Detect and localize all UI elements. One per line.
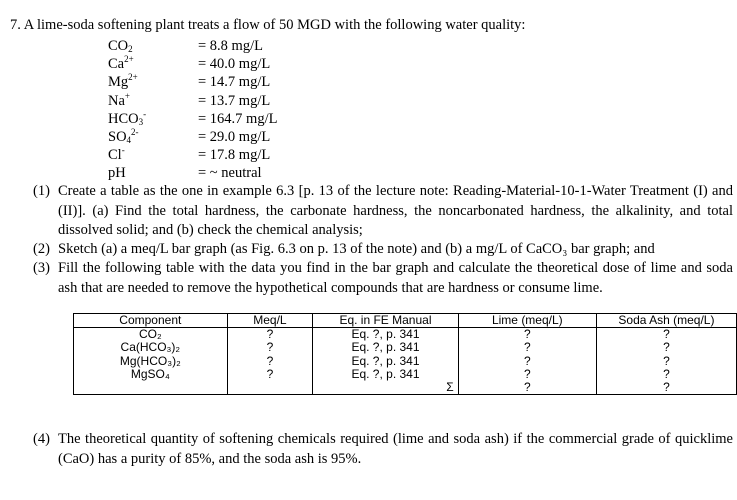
parameter-name: Na+ — [108, 90, 130, 109]
table-cell: ? — [227, 328, 313, 342]
column-header: Component — [74, 314, 228, 328]
item-text: Sketch (a) a meq/L bar graph (as Fig. 6.3 on p. 13 of the note) and (b) a mg/L of CaCO₃ bar graph; and — [58, 241, 655, 257]
column-header: Meq/L — [227, 314, 313, 328]
parameter-value: = ~ neutral — [198, 165, 262, 182]
parameter-value: = 40.0 mg/L — [198, 56, 271, 73]
parameter-value: = 29.0 mg/L — [198, 128, 271, 145]
table-cell: Eq. ?, p. 341 — [313, 341, 458, 354]
table-cell: ? — [596, 355, 736, 368]
column-header: Soda Ash (meq/L) — [596, 314, 736, 328]
table-cell: ? — [596, 328, 736, 342]
column-header: Lime (meq/L) — [458, 314, 596, 328]
item-text: Create a table as the one in example 6.3 [p. 13 of the lecture note: Reading-Material-10-1-Water Treatment (I) and (II)]. (a) Find the total hardness, the carbonate hardness, the noncarbonated hardness, the alkalinity, and total dissolved solid; and (b) check the chemical analysis; — [58, 183, 733, 238]
parameter-value: = 13.7 mg/L — [198, 92, 271, 109]
table-cell: ? — [458, 381, 596, 395]
sum-symbol: Σ — [313, 381, 458, 395]
table-row — [74, 355, 737, 368]
parameter-name: $Mg^{2+}$ — [108, 72, 138, 91]
table-cell — [74, 381, 228, 395]
parameter-name: Cl- — [108, 145, 125, 164]
table-cell: ? — [458, 368, 596, 381]
table-cell: ? — [458, 341, 596, 354]
problem-title: 7. A lime-soda softening plant treats a flow of 50 MGD with the following water quality: — [10, 17, 526, 33]
item-number: (2) — [33, 241, 50, 257]
table-cell: ? — [596, 381, 736, 395]
question-item-3 — [33, 259, 733, 298]
parameter-value: = 17.8 mg/L — [198, 147, 271, 164]
lime-soda-table — [73, 313, 737, 395]
table-header-row — [74, 314, 737, 328]
table-cell: ? — [227, 341, 313, 354]
table-cell: MgSO₄ — [74, 368, 228, 381]
table-row — [74, 341, 737, 354]
parameter-value: = 164.7 mg/L — [198, 110, 278, 127]
table-cell: Mg(HCO₃)₂ — [74, 355, 228, 368]
table-cell: Ca(HCO₃)₂ — [74, 341, 228, 354]
question-item-4 — [33, 430, 733, 469]
table-cell: Eq. ?, p. 341 — [313, 328, 458, 342]
question-item-1 — [33, 182, 733, 241]
item-text: Fill the following table with the data you find in the bar graph and calculate the theoretical dose of lime and soda ash that are needed to remove the hypothetical compounds that are hardness or consume lime. — [58, 260, 733, 296]
table-row — [74, 368, 737, 381]
table-cell: Eq. ?, p. 341 — [313, 355, 458, 368]
table-row — [74, 328, 737, 342]
parameter-value: = 14.7 mg/L — [198, 74, 271, 91]
parameter-name: $CO_2$ — [108, 38, 133, 54]
item-number: (1) — [33, 183, 50, 199]
column-header: Eq. in FE Manual — [313, 314, 458, 328]
table-sum-row — [74, 381, 737, 395]
item-number: (4) — [33, 431, 50, 447]
table-cell: ? — [227, 355, 313, 368]
parameter-value: = 8.8 mg/L — [198, 38, 263, 54]
parameter-name: $SO_4^{2-}$ — [108, 126, 139, 145]
item-number: (3) — [33, 260, 50, 276]
parameter-name: $Ca^{2+}$ — [108, 54, 134, 73]
table-cell: ? — [458, 355, 596, 368]
table-cell: CO₂ — [74, 328, 228, 342]
table-cell: ? — [596, 368, 736, 381]
table-cell — [227, 381, 313, 395]
table-cell: Eq. ?, p. 341 — [313, 368, 458, 381]
question-item-2 — [33, 240, 733, 260]
item-text: The theoretical quantity of softening chemicals required (lime and soda ash) if the commercial grade of quicklime (CaO) has a purity of 85%, and the soda ash is 95%. — [58, 431, 733, 467]
table-cell: ? — [596, 341, 736, 354]
table-cell: ? — [458, 328, 596, 342]
table-cell: ? — [227, 368, 313, 381]
parameter-name: $HCO_3^-$ — [108, 108, 147, 127]
parameter-name: pH — [108, 165, 126, 182]
